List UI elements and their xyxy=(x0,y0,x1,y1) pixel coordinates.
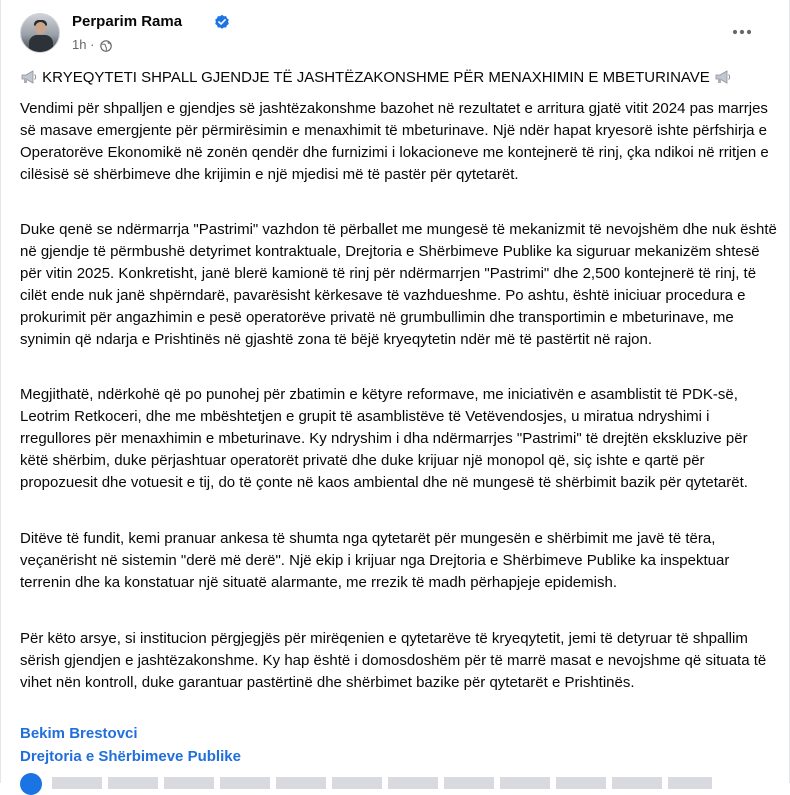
preview-icon xyxy=(20,773,42,795)
signature-name[interactable]: Bekim Brestovci xyxy=(20,725,138,742)
post-paragraph: Vendimi për shpalljen e gjendjes së jashtëzakonshme bazohet në rezultatet e arritura gjatë vitit 2024 pas marrjes së masave emergjente për përmirësimin e menaxhimit të mbeturinave. Një ndër hapat kryesorë ishte përfshirja e Operatorëve Ekonomikë në zonën qendër dhe furnizimi i lokacioneve me kontejnerë të rinj, çka ndikoi në rritjen e cilësisë së shërbimeve dhe krijimin e një mjedisi më të pastër për qytetarët. xyxy=(20,100,769,183)
verified-badge-icon xyxy=(214,14,230,30)
preview-text-cut-off xyxy=(52,777,712,789)
post-paragraph: Ditëve të fundit, kemi pranuar ankesa të shumta nga qytetarët për mungesën e shërbimit me javë të tëra, veçanërisht në sistemin "derë më derë". Një ekip i krijuar nga Drejtoria e Shërbimeve Publike ka inspektuar terrenin dhe ka konstatuar një situatë alarmante, me rrezik të madh përhapjeje epidemish. xyxy=(20,530,730,591)
signature-organization[interactable]: Drejtoria e Shërbimeve Publike xyxy=(20,748,241,765)
post-paragraph: Duke qenë se ndërmarrja "Pastrimi" vazhdon të përballet me mungesë të mekanizmit të nevojshëm dhe nuk është në gjendje të përmbushë detyrimet kontraktuale, Drejtoria e Shërbimeve Publike ka siguruar mekanizëm shtesë për vitin 2025. Konkretisht, janë blerë kamionë të rinj për ndërmarrjen "Pastrimi" dhe 2,500 kontejnerë të rinj, të cilët ende nuk janë shpërndarë, pavarësisht kërkesave të vazhdueshme. Po ashtu, është iniciuar procedura e prokurimit për angazhimin e pesë operatorëve privatë në grumbullimin dhe transportimin e mbeturinave, me synimin që ndarja e Prishtinës në gjashtë zona të bëjë kryeqytetin ndër më të pastërtit në rajon. xyxy=(20,221,777,348)
post-meta: 1h · xyxy=(72,37,112,52)
globe-icon[interactable] xyxy=(100,40,112,52)
megaphone-icon xyxy=(20,69,38,85)
author-name[interactable]: Perparim Rama xyxy=(72,13,183,30)
post-title-text: KRYEQYTETI SHPALL GJENDJE TË JASHTËZAKONSHME PËR MENAXHIMIN E MBETURINAVE xyxy=(42,69,710,86)
post-header xyxy=(20,13,780,57)
cut-off-preview-row xyxy=(20,773,720,787)
megaphone-icon xyxy=(714,69,732,85)
post-paragraph: Megjithatë, ndërkohë që po punohej për zbatimin e këtyre reformave, me iniciativën e asamblistit të PDK-së, Leotrim Retkoceri, dhe me mbështetjen e grupit të asamblistëve të Vetëvendosjes, u miratua ndryshimi i rregullores për menaxhimin e mbeturinave. Ky ndryshim i dha ndërmarrjes "Pastrimi" të drejtën ekskluzive për këtë shërbim, duke përjashtuar operatorët privatë dhe duke krijuar një monopol që, siç ishte e qartë për propozuesit dhe votuesit e tij, do të çonte në kaos ambiental dhe në mungesë të shërbimit bazik për qytetarët. xyxy=(20,386,748,491)
post-title xyxy=(20,68,780,88)
avatar[interactable] xyxy=(20,13,60,53)
card-left-border xyxy=(0,0,1,783)
more-options-icon[interactable] xyxy=(732,29,752,35)
post-time[interactable]: 1h xyxy=(72,37,87,52)
post-paragraph: Për këto arsye, si institucion përgjegjës për mirëqenien e qytetarëve të kryeqytetit, jemi të detyruar të shpallim sërish gjendjen e jashtëzakonshme. Ky hap është i domosdoshëm për të marrë masat e nevojshme që situata të vihet nën kontroll, duke garantuar pastërtinë dhe shërbimet bazike për qytetarët e Prishtinës. xyxy=(20,630,767,691)
